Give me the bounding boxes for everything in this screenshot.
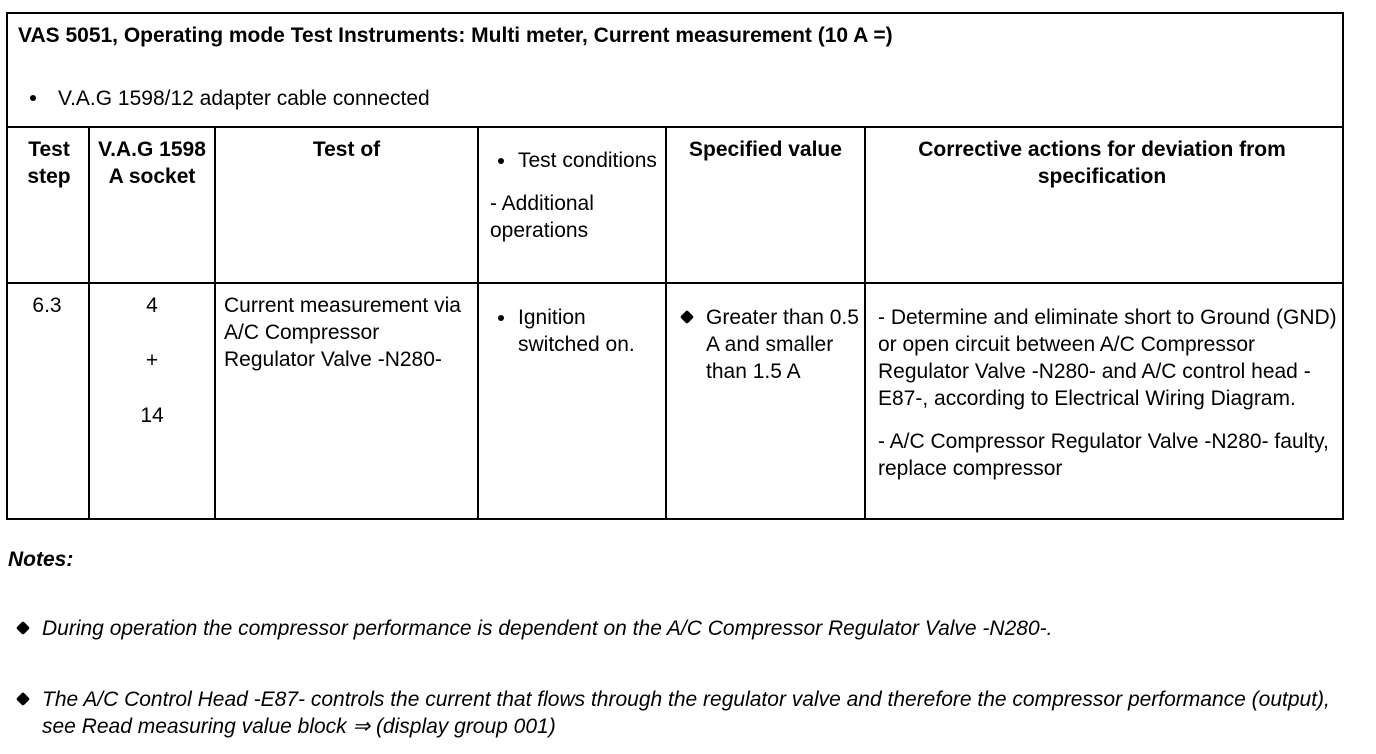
bullet-icon <box>498 315 504 321</box>
note-item <box>14 615 1344 642</box>
bullet-icon <box>30 95 36 101</box>
note-item <box>14 686 1344 740</box>
header-socket: V.A.G 1598 A socket <box>98 138 206 188</box>
socket-b: 14 <box>140 404 164 427</box>
row-condition-text: Ignition switched on. <box>518 306 635 356</box>
header-test-step: Test step <box>27 138 71 188</box>
socket-a: 4 <box>146 294 158 317</box>
corrective-action-2: - A/C Compressor Regulator Valve -N280- faulty, replace compressor <box>878 430 1329 480</box>
diamond-bullet-icon <box>16 621 30 635</box>
note-text: The A/C Control Head -E87- controls the current that flows through the regulator valve and therefore the compressor performance (output), see Read measuring value block ⇒ (display group 001) <box>42 688 1330 738</box>
row-condition-item <box>490 304 660 358</box>
column-divider <box>665 126 667 518</box>
corrective-action-1: - Determine and eliminate short to Ground (GND) or open circuit between A/C Compressor Regulator Valve -N280- and A/C control head -E87-, according to Electrical Wiring Diagram. <box>878 306 1337 410</box>
note-text: During operation the compressor performance is dependent on the A/C Compressor Regulator Valve -N280-. <box>42 617 1053 640</box>
header-additional-operations: - Additional operations <box>490 192 594 242</box>
table-title: VAS 5051, Operating mode Test Instruments: Multi meter, Current measurement (10 A =) <box>18 24 893 47</box>
header-test-conditions <box>490 147 660 174</box>
column-divider <box>477 126 479 518</box>
row-specified-value <box>678 304 860 385</box>
row-test-of: Current measurement via A/C Compressor Regulator Valve -N280- <box>224 294 461 371</box>
socket-plus: + <box>145 349 159 372</box>
column-divider <box>214 126 216 518</box>
row-condition <box>490 304 660 358</box>
header-conditions <box>490 147 660 244</box>
row-corrective-actions <box>878 304 1338 482</box>
row-specified-text: Greater than 0.5 A and smaller than 1.5 A <box>706 306 859 383</box>
row-test-step: 6.3 <box>32 294 62 317</box>
header-test-conditions-text: Test conditions <box>518 149 657 172</box>
row-specified-item <box>678 304 860 385</box>
table-header <box>8 14 1342 128</box>
row-divider <box>8 282 1342 284</box>
header-test-of: Test of <box>312 138 381 161</box>
header-corrective-actions: Corrective actions for deviation from specification <box>918 138 1286 188</box>
row-socket <box>90 292 214 429</box>
bullet-icon <box>498 158 504 164</box>
header-specified-value: Specified value <box>689 138 842 161</box>
diamond-bullet-icon <box>680 310 694 324</box>
test-table <box>6 12 1344 520</box>
diamond-bullet-icon <box>16 692 30 706</box>
header-condition-text: V.A.G 1598/12 adapter cable connected <box>58 87 430 110</box>
notes-title: Notes: <box>8 548 74 571</box>
column-divider <box>864 126 866 518</box>
